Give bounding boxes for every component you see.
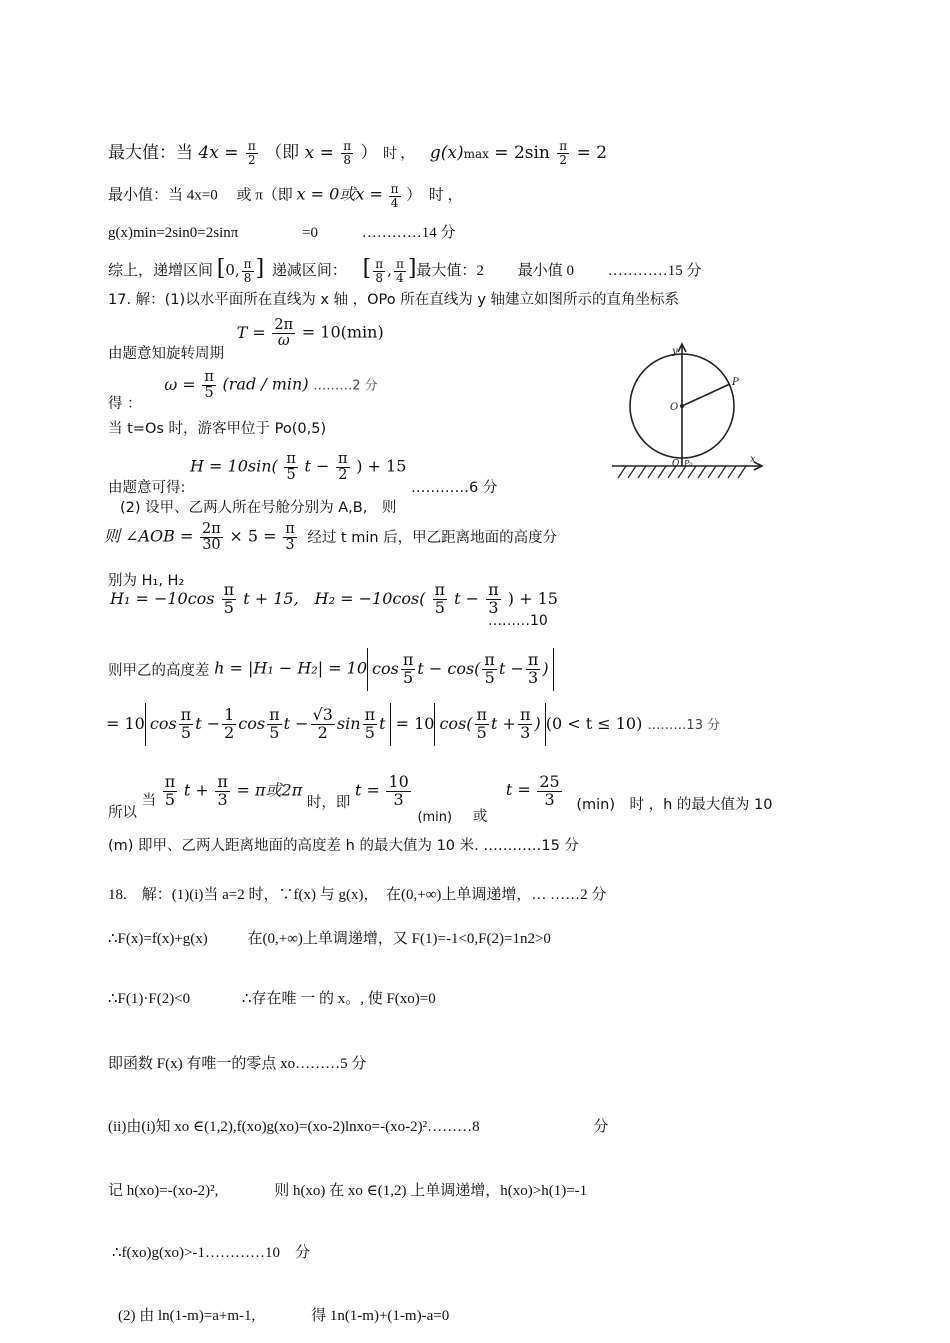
- label-o: O: [670, 402, 679, 413]
- text: (ii)由(i)知 xo ∈(1,2),f(xo)g(xo)=(xo-2)lnxo=-(xo-2)²………8: [108, 1119, 480, 1135]
- frac-pi-5d: $\frac{\pi}{5}$: [434, 580, 446, 617]
- frac-pi-4: $\frac{\pi}{4}$: [390, 182, 399, 210]
- text: 时 ，: [382, 147, 415, 163]
- bracket: [: [362, 256, 372, 281]
- math: (0 < t ≤ 10): [545, 713, 643, 733]
- frac-pi-2b: $\frac{\pi}{2}$: [559, 139, 568, 167]
- q18-line-3: [108, 990, 436, 1008]
- text: 则 h(xo) 在 xo ∈(1,2) 上单调递增，h(xo)>h(1)=-1: [274, 1183, 588, 1199]
- math: t =: [505, 780, 531, 800]
- text: 最小值：当 4x=0 或 π（即: [108, 187, 293, 204]
- text: 记 h(xo)=-(xo-2)²,: [108, 1183, 219, 1199]
- q18-line-5: [108, 1118, 608, 1136]
- p0-line: [108, 421, 326, 438]
- text: 由题意知旋转周期: [108, 345, 224, 362]
- simplified-line: [106, 703, 720, 746]
- label-y: y: [672, 346, 678, 357]
- score: …………6 分: [410, 479, 498, 496]
- math: = 10: [395, 713, 435, 733]
- frac-pi-3b: $\frac{\pi}{3}$: [488, 580, 499, 617]
- frac-pi-3: $\frac{\pi}{3}$: [285, 521, 295, 554]
- frac-2pi-omega: $\frac{2\pi}{\omega}$: [274, 317, 294, 350]
- frac-pi-8c: $\frac{\pi}{8}$: [375, 257, 384, 286]
- text: 18. 解：(1)(i)当 a=2 时，∵f(x) 与 g(x)， 在(0,+∞)上单调递增，… ……2 分: [108, 887, 607, 903]
- summary-line: [108, 256, 701, 285]
- text: 经过 t min 后，甲乙距离地面的高度分: [307, 529, 558, 546]
- score: …………15 分: [607, 263, 702, 279]
- frac-pi-5: $\frac{\pi}{5}$: [204, 369, 214, 402]
- math: = 2sin: [488, 143, 550, 164]
- score: ………10: [488, 613, 548, 629]
- math: 4x =: [198, 143, 239, 164]
- bracket: ]: [407, 256, 417, 281]
- math: ) + 15: [507, 588, 558, 608]
- period-line: [108, 317, 384, 362]
- frac-pi-5e: $\frac{\pi}{5}$: [164, 772, 176, 809]
- height-formula-line: [108, 451, 498, 496]
- text: ∴F(1)·F(2)<0: [108, 991, 191, 1007]
- text: (min): [417, 810, 453, 826]
- min-value-line: [108, 183, 463, 209]
- so-line: [108, 772, 773, 826]
- math: (rad / min): [222, 374, 309, 394]
- math: = 10: [106, 713, 145, 733]
- text: 当: [141, 793, 157, 810]
- abs-expr-2: cos $\frac{\pi}{5}$ t − $\frac{1}{2}$ cos $\frac{\pi}{5}$ t − $\frac{√3}{2}$ sin $\frac{\pi}{5}$ t: [145, 703, 391, 746]
- frac-pi-5b: $\frac{\pi}{5}$: [286, 451, 296, 484]
- score: ………2 分: [313, 378, 378, 394]
- math: ) + 15: [356, 456, 407, 476]
- math: t +: [183, 780, 209, 800]
- frac-pi-2: $\frac{\pi}{2}$: [247, 139, 256, 167]
- text: ∴f(xo)g(xo)>-1…………10 分: [112, 1245, 310, 1261]
- radius-op: [682, 384, 730, 406]
- math: g(x): [429, 143, 464, 164]
- math: x = 0或x =: [296, 184, 383, 204]
- text: g(x)min=2sin0=2sinπ: [108, 225, 239, 241]
- math: t + 15, H₂ = −10cos(: [243, 588, 426, 608]
- math: ω =: [164, 374, 196, 394]
- text: 在(0,+∞)上单调递增，又 F(1)=-1<0,F(2)=1n2>0: [247, 931, 551, 947]
- max-value-line: [108, 140, 607, 166]
- math: × 5 =: [229, 526, 277, 546]
- frac-pi-8b: $\frac{\pi}{8}$: [243, 257, 252, 286]
- text: （即: [265, 143, 300, 164]
- text: ）: [360, 143, 378, 164]
- omega-line: [108, 369, 378, 412]
- math: t =: [354, 780, 380, 800]
- math: = 10(min): [301, 322, 384, 342]
- math: t −: [454, 588, 480, 608]
- frac-pi-5c: $\frac{\pi}{5}$: [223, 580, 235, 617]
- frac-2pi-30: $\frac{2\pi}{30}$: [202, 521, 221, 554]
- score: ………13 分: [647, 717, 721, 733]
- conclusion-line: [108, 838, 579, 855]
- text: (min) 时 ，h 的最大值为 10: [576, 797, 773, 814]
- text: 得 ：: [108, 395, 142, 412]
- label-o1: O: [672, 459, 680, 469]
- math: 则 ∠AOB =: [104, 526, 194, 546]
- frac-pi-2c: $\frac{\pi}{2}$: [338, 451, 348, 484]
- math: ,: [387, 261, 392, 279]
- text: 最小值 0: [517, 263, 574, 279]
- frac-pi-4b: $\frac{\pi}{4}$: [395, 257, 404, 286]
- q18-line-8: [118, 1307, 449, 1325]
- score-10: [488, 613, 548, 630]
- bracket: ]: [255, 256, 265, 281]
- text: ∴F(x)=f(x)+g(x): [108, 931, 208, 947]
- text: 递减区间：: [271, 263, 347, 279]
- text: 17. 解：(1)以水平面所在直线为 x 轴 ，OPo 所在直线为 y 轴建立如图所示的直角坐标系: [108, 292, 680, 308]
- q18-line-6: [108, 1182, 587, 1200]
- text: 综上，递增区间: [108, 263, 214, 279]
- text: 时，即: [306, 795, 351, 812]
- subscript: max: [463, 147, 489, 162]
- text: (m) 即甲、乙两人距离地面的高度差 h 的最大值为 10 米. …………15 分: [108, 838, 579, 854]
- ground-hatch: [618, 466, 746, 478]
- text: 分: [593, 1119, 609, 1135]
- math: H₁ = −10cos: [110, 588, 215, 608]
- math: x =: [304, 143, 334, 164]
- q18-line-1: [108, 886, 606, 904]
- math: T =: [236, 322, 266, 342]
- text: ∴存在唯 一 的 x。, 使 F(xo)=0: [241, 991, 436, 1007]
- frac-pi-8: $\frac{\pi}{8}$: [343, 139, 352, 167]
- q17-heading: [108, 292, 679, 309]
- text: 由题意可得:: [108, 479, 186, 496]
- math: H = 10sin(: [190, 456, 278, 476]
- text: 则甲乙的高度差: [108, 663, 210, 680]
- text: (2) 设甲、乙两人所在号舱分别为 A,B, 则: [120, 500, 397, 516]
- q18-line-2: [108, 930, 551, 948]
- frac-25-3: $\frac{25}{3}$: [539, 772, 560, 809]
- math: = 2: [576, 143, 608, 164]
- angle-line: [104, 522, 557, 553]
- text: (2) 由 ln(1-m)=a+m-1,: [118, 1308, 256, 1324]
- text: ） 时 ，: [406, 187, 463, 204]
- part2-line: [120, 500, 396, 517]
- math: 0,: [225, 261, 240, 279]
- label-p: P: [732, 377, 739, 388]
- center-dot: [680, 404, 684, 408]
- frac-pi-3c: $\frac{\pi}{3}$: [217, 772, 228, 809]
- math: = π或2π: [236, 780, 303, 800]
- text: =0: [302, 225, 319, 241]
- text: 当 t=Os 时，游客甲位于 Po(0,5): [108, 421, 327, 437]
- score: …………14 分: [361, 225, 456, 241]
- label-x: x: [750, 454, 756, 465]
- h1h2-formula-line: [110, 582, 558, 617]
- text: 即函数 F(x) 有唯一的零点 xo………5 分: [108, 1056, 367, 1072]
- text: 最大值：2: [416, 263, 484, 279]
- math: h = |H₁ − H₂| = 10: [214, 658, 368, 678]
- ferris-wheel-figure: [600, 338, 775, 488]
- text: 最大值：当: [108, 143, 193, 164]
- text: 得 1n(1-m)+(1-m)-a=0: [311, 1308, 450, 1324]
- frac-10-3: $\frac{10}{3}$: [388, 772, 409, 809]
- q18-line-4: [108, 1055, 366, 1073]
- height-diff-line: [108, 648, 554, 691]
- text: 或: [472, 809, 488, 826]
- text: 别为 H₁, H₂: [108, 573, 185, 589]
- text: 所以: [108, 805, 137, 822]
- q18-line-7: [112, 1244, 310, 1262]
- bracket: [: [216, 256, 226, 281]
- gmin-line: [108, 224, 456, 242]
- abs-expr-3: cos( $\frac{\pi}{5}$ t + $\frac{\pi}{3}$ ): [434, 703, 545, 746]
- math: t −: [304, 456, 330, 476]
- abs-expr: cos $\frac{\pi}{5}$ t − cos( $\frac{\pi}{5}$ t − $\frac{\pi}{3}$ ): [367, 648, 554, 691]
- label-p0: P₀: [684, 459, 693, 468]
